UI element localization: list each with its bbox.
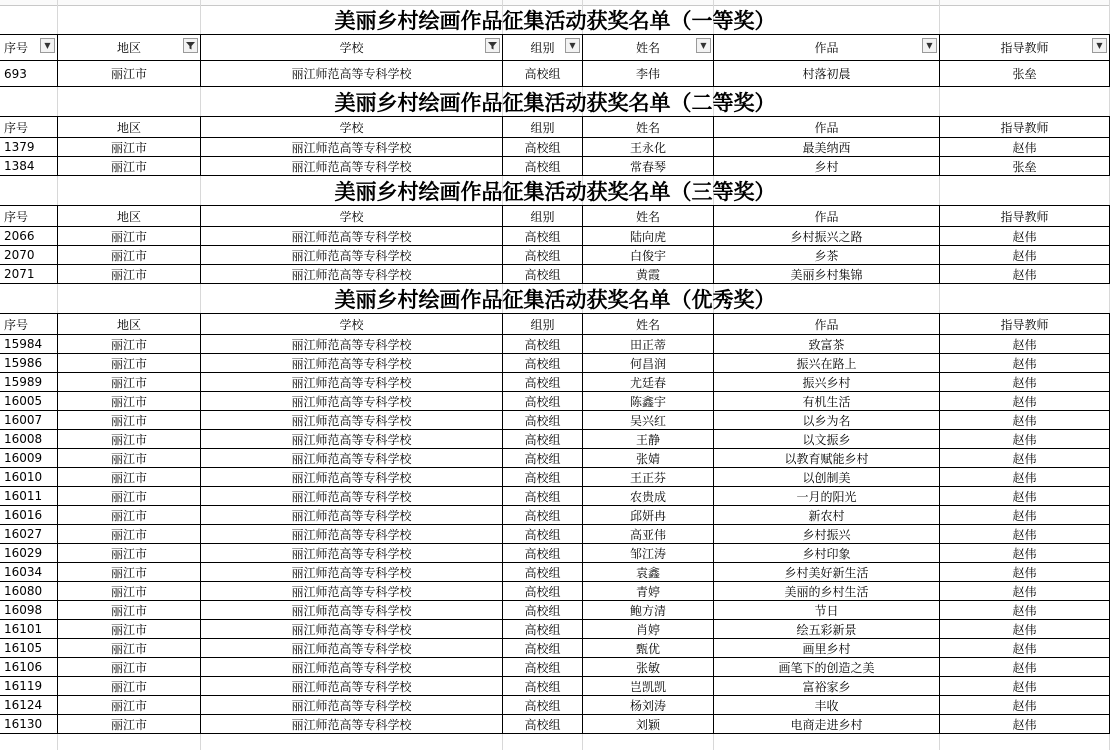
cell-index[interactable]: 1379: [0, 138, 58, 157]
cell-teacher[interactable]: 赵伟: [940, 525, 1110, 544]
cell-school[interactable]: 丽江师范高等专科学校: [201, 449, 503, 468]
cell-group[interactable]: 高校组: [503, 449, 583, 468]
cell-work[interactable]: 村落初晨: [714, 61, 940, 87]
cell-school[interactable]: 丽江师范高等专科学校: [201, 639, 503, 658]
column-header-label: 序号: [4, 120, 29, 135]
table-row[interactable]: [0, 468, 1110, 487]
dropdown-arrow-icon[interactable]: ▼: [565, 38, 580, 53]
cell-region[interactable]: 丽江市: [58, 544, 201, 563]
cell-region[interactable]: 丽江市: [58, 563, 201, 582]
table-row[interactable]: [0, 157, 1110, 176]
column-header-name: [583, 206, 714, 227]
cell-index[interactable]: 15989: [0, 373, 58, 392]
cell-teacher[interactable]: 赵伟: [940, 392, 1110, 411]
cell-teacher[interactable]: 赵伟: [940, 677, 1110, 696]
column-header-teacher: [940, 314, 1110, 335]
cell-index[interactable]: 16005: [0, 392, 58, 411]
cell-school[interactable]: 丽江师范高等专科学校: [201, 157, 503, 176]
cell-index[interactable]: 16101: [0, 620, 58, 639]
table-row[interactable]: [0, 449, 1110, 468]
cell-group[interactable]: 高校组: [503, 354, 583, 373]
cell-teacher[interactable]: 赵伟: [940, 373, 1110, 392]
cell-teacher[interactable]: 赵伟: [940, 544, 1110, 563]
column-header-label: 组别: [530, 120, 555, 135]
column-header-label: 作品: [814, 120, 839, 135]
cell-school[interactable]: 丽江师范高等专科学校: [201, 677, 503, 696]
cell-group[interactable]: 高校组: [503, 677, 583, 696]
column-header-index: [0, 117, 58, 138]
column-header-label: 学校: [339, 41, 364, 55]
cell-name[interactable]: 张敏: [583, 658, 714, 677]
cell-work[interactable]: 丰收: [714, 696, 940, 715]
cell-index[interactable]: 2071: [0, 265, 58, 284]
section-title: 美丽乡村绘画作品征集活动获奖名单（一等奖）: [0, 5, 1110, 35]
cell-school[interactable]: 丽江师范高等专科学校: [201, 696, 503, 715]
cell-name[interactable]: 白俊宇: [583, 246, 714, 265]
cell-teacher[interactable]: 张垒: [940, 61, 1110, 87]
cell-school[interactable]: 丽江师范高等专科学校: [201, 487, 503, 506]
column-header-work[interactable]: [714, 35, 940, 61]
cell-name[interactable]: 甄优: [583, 639, 714, 658]
cell-work[interactable]: 以教育赋能乡村: [714, 449, 940, 468]
cell-name[interactable]: 黄霞: [583, 265, 714, 284]
cell-group[interactable]: 高校组: [503, 487, 583, 506]
cell-name[interactable]: 青婷: [583, 582, 714, 601]
cell-group[interactable]: 高校组: [503, 157, 583, 176]
column-header-label: 指导教师: [1000, 120, 1049, 135]
cell-group[interactable]: 高校组: [503, 544, 583, 563]
table-row[interactable]: [0, 677, 1110, 696]
table-row[interactable]: [0, 61, 1110, 87]
cell-work[interactable]: 以创制美: [714, 468, 940, 487]
column-header-name: [583, 117, 714, 138]
cell-work[interactable]: 美丽乡村集锦: [714, 265, 940, 284]
column-header-school: [201, 117, 503, 138]
cell-name[interactable]: 袁鑫: [583, 563, 714, 582]
cell-group[interactable]: 高校组: [503, 620, 583, 639]
cell-work[interactable]: 最美纳西: [714, 138, 940, 157]
cell-index[interactable]: 16007: [0, 411, 58, 430]
cell-index[interactable]: 16009: [0, 449, 58, 468]
table-row[interactable]: [0, 138, 1110, 157]
table-row[interactable]: [0, 582, 1110, 601]
cell-school[interactable]: 丽江师范高等专科学校: [201, 246, 503, 265]
cell-teacher[interactable]: 赵伟: [940, 658, 1110, 677]
table-row[interactable]: [0, 430, 1110, 449]
table-row[interactable]: [0, 601, 1110, 620]
cell-group[interactable]: 高校组: [503, 696, 583, 715]
cell-name[interactable]: 陈鑫宇: [583, 392, 714, 411]
column-header-label: 学校: [339, 209, 364, 224]
cell-region[interactable]: 丽江市: [58, 373, 201, 392]
table-row[interactable]: [0, 563, 1110, 582]
cell-school[interactable]: 丽江师范高等专科学校: [201, 563, 503, 582]
cell-work[interactable]: 以文振乡: [714, 430, 940, 449]
cell-teacher[interactable]: 赵伟: [940, 487, 1110, 506]
cell-region[interactable]: 丽江市: [58, 227, 201, 246]
cell-school[interactable]: 丽江师范高等专科学校: [201, 227, 503, 246]
column-header-group: [503, 206, 583, 227]
cell-teacher[interactable]: 赵伟: [940, 265, 1110, 284]
column-header-teacher: [940, 206, 1110, 227]
cell-group[interactable]: 高校组: [503, 430, 583, 449]
cell-region[interactable]: 丽江市: [58, 392, 201, 411]
cell-index[interactable]: 693: [0, 61, 58, 87]
cell-index[interactable]: 16034: [0, 563, 58, 582]
column-header-school: [201, 314, 503, 335]
cell-teacher[interactable]: 赵伟: [940, 449, 1110, 468]
cell-group[interactable]: 高校组: [503, 658, 583, 677]
cell-name[interactable]: 王正芬: [583, 468, 714, 487]
cell-name[interactable]: 肖婷: [583, 620, 714, 639]
column-header-label: 地区: [116, 317, 141, 332]
cell-group[interactable]: 高校组: [503, 61, 583, 87]
cell-index[interactable]: 1384: [0, 157, 58, 176]
cell-work[interactable]: 乡村印象: [714, 544, 940, 563]
table-row[interactable]: [0, 544, 1110, 563]
cell-name[interactable]: 杨刘涛: [583, 696, 714, 715]
cell-index[interactable]: 16130: [0, 715, 58, 734]
table-row[interactable]: [0, 373, 1110, 392]
cell-teacher[interactable]: 赵伟: [940, 138, 1110, 157]
table-row[interactable]: [0, 506, 1110, 525]
cell-name[interactable]: 尤廷春: [583, 373, 714, 392]
column-header-work: [714, 206, 940, 227]
cell-index[interactable]: 16098: [0, 601, 58, 620]
cell-group[interactable]: 高校组: [503, 373, 583, 392]
table-row[interactable]: [0, 335, 1110, 354]
table-row[interactable]: [0, 715, 1110, 734]
cell-name[interactable]: 常春琴: [583, 157, 714, 176]
table-row[interactable]: [0, 246, 1110, 265]
cell-region[interactable]: 丽江市: [58, 265, 201, 284]
filter-funnel-icon[interactable]: [183, 38, 198, 53]
column-header-label: 序号: [4, 317, 29, 332]
cell-work[interactable]: 乡茶: [714, 246, 940, 265]
column-header-label: 地区: [116, 41, 141, 55]
column-header-teacher: [940, 117, 1110, 138]
section-title: 美丽乡村绘画作品征集活动获奖名单（优秀奖）: [0, 284, 1110, 314]
cell-work[interactable]: 致富茶: [714, 335, 940, 354]
column-header-work: [714, 314, 940, 335]
column-header-region: [58, 206, 201, 227]
cell-region[interactable]: 丽江市: [58, 449, 201, 468]
column-header-label: 序号: [4, 41, 29, 55]
cell-index[interactable]: 15984: [0, 335, 58, 354]
filter-funnel-icon[interactable]: [485, 38, 500, 53]
cell-teacher[interactable]: 赵伟: [940, 411, 1110, 430]
cell-teacher[interactable]: 赵伟: [940, 563, 1110, 582]
section-title: 美丽乡村绘画作品征集活动获奖名单（二等奖）: [0, 87, 1110, 117]
cell-region[interactable]: 丽江市: [58, 525, 201, 544]
cell-school[interactable]: 丽江师范高等专科学校: [201, 411, 503, 430]
cell-work[interactable]: 富裕家乡: [714, 677, 940, 696]
dropdown-arrow-icon[interactable]: ▼: [922, 38, 937, 53]
cell-name[interactable]: 农贵成: [583, 487, 714, 506]
cell-region[interactable]: 丽江市: [58, 677, 201, 696]
cell-group[interactable]: 高校组: [503, 525, 583, 544]
cell-region[interactable]: 丽江市: [58, 601, 201, 620]
cell-name[interactable]: 岂凯凯: [583, 677, 714, 696]
column-header-label: 学校: [339, 317, 364, 332]
column-header-label: 地区: [116, 120, 141, 135]
cell-work[interactable]: 电商走进乡村: [714, 715, 940, 734]
cell-school[interactable]: 丽江师范高等专科学校: [201, 392, 503, 411]
cell-teacher[interactable]: 赵伟: [940, 582, 1110, 601]
cell-index[interactable]: 16080: [0, 582, 58, 601]
table-row[interactable]: [0, 696, 1110, 715]
column-header-label: 指导教师: [1000, 41, 1049, 55]
cell-index[interactable]: 16010: [0, 468, 58, 487]
cell-teacher[interactable]: 赵伟: [940, 430, 1110, 449]
cell-work[interactable]: 节日: [714, 601, 940, 620]
cell-teacher[interactable]: 赵伟: [940, 601, 1110, 620]
cell-group[interactable]: 高校组: [503, 468, 583, 487]
column-header-label: 地区: [116, 209, 141, 224]
cell-work[interactable]: 有机生活: [714, 392, 940, 411]
column-header-label: 指导教师: [1000, 209, 1049, 224]
column-header-label: 作品: [814, 209, 839, 224]
column-header-region[interactable]: [58, 35, 201, 61]
cell-region[interactable]: 丽江市: [58, 138, 201, 157]
column-header-index[interactable]: [0, 35, 58, 61]
cell-teacher[interactable]: 赵伟: [940, 468, 1110, 487]
cell-teacher[interactable]: 赵伟: [940, 715, 1110, 734]
cell-teacher[interactable]: 赵伟: [940, 506, 1110, 525]
table-row[interactable]: [0, 392, 1110, 411]
cell-school[interactable]: 丽江师范高等专科学校: [201, 335, 503, 354]
cell-work[interactable]: 乡村振兴: [714, 525, 940, 544]
column-header-label: 组别: [530, 41, 555, 55]
column-header-work: [714, 117, 940, 138]
cell-index[interactable]: 16027: [0, 525, 58, 544]
table-header-row: [0, 206, 1110, 227]
column-header-index: [0, 314, 58, 335]
table-header-row: [0, 117, 1110, 138]
column-header-label: 指导教师: [1000, 317, 1049, 332]
cell-index[interactable]: 2070: [0, 246, 58, 265]
cell-teacher[interactable]: 赵伟: [940, 696, 1110, 715]
column-header-label: 姓名: [635, 120, 660, 135]
cell-region[interactable]: 丽江市: [58, 715, 201, 734]
cell-school[interactable]: 丽江师范高等专科学校: [201, 61, 503, 87]
cell-index[interactable]: 2066: [0, 227, 58, 246]
cell-index[interactable]: 16119: [0, 677, 58, 696]
table-header-row: [0, 314, 1110, 335]
table-row[interactable]: [0, 639, 1110, 658]
cell-region[interactable]: 丽江市: [58, 487, 201, 506]
cell-group[interactable]: 高校组: [503, 506, 583, 525]
cell-group[interactable]: 高校组: [503, 563, 583, 582]
cell-index[interactable]: 16008: [0, 430, 58, 449]
cell-work[interactable]: 乡村: [714, 157, 940, 176]
table-row[interactable]: [0, 658, 1110, 677]
table-row[interactable]: [0, 487, 1110, 506]
column-header-label: 组别: [530, 209, 555, 224]
cell-group[interactable]: 高校组: [503, 138, 583, 157]
cell-school[interactable]: 丽江师范高等专科学校: [201, 430, 503, 449]
cell-teacher[interactable]: 赵伟: [940, 335, 1110, 354]
cell-school[interactable]: 丽江师范高等专科学校: [201, 658, 503, 677]
cell-name[interactable]: 何昌润: [583, 354, 714, 373]
cell-name[interactable]: 吴兴红: [583, 411, 714, 430]
cell-group[interactable]: 高校组: [503, 227, 583, 246]
cell-region[interactable]: 丽江市: [58, 639, 201, 658]
cell-index[interactable]: 16105: [0, 639, 58, 658]
cell-teacher[interactable]: 赵伟: [940, 354, 1110, 373]
column-header-group: [503, 117, 583, 138]
cell-name[interactable]: 邹江涛: [583, 544, 714, 563]
cell-work[interactable]: 美丽的乡村生活: [714, 582, 940, 601]
cell-work[interactable]: 新农村: [714, 506, 940, 525]
cell-teacher[interactable]: 赵伟: [940, 246, 1110, 265]
cell-school[interactable]: 丽江师范高等专科学校: [201, 468, 503, 487]
cell-region[interactable]: 丽江市: [58, 61, 201, 87]
cell-region[interactable]: 丽江市: [58, 620, 201, 639]
section-title: 美丽乡村绘画作品征集活动获奖名单（三等奖）: [0, 176, 1110, 206]
cell-work[interactable]: 画笔下的创造之美: [714, 658, 940, 677]
cell-name[interactable]: 邱妍冉: [583, 506, 714, 525]
dropdown-arrow-icon[interactable]: ▼: [696, 38, 711, 53]
column-header-group: [503, 314, 583, 335]
cell-work[interactable]: 乡村振兴之路: [714, 227, 940, 246]
cell-region[interactable]: 丽江市: [58, 411, 201, 430]
cell-work[interactable]: 振兴乡村: [714, 373, 940, 392]
cell-region[interactable]: 丽江市: [58, 506, 201, 525]
column-header-label: 作品: [814, 317, 839, 332]
table-header-row: [0, 35, 1110, 61]
cell-school[interactable]: 丽江师范高等专科学校: [201, 620, 503, 639]
cell-school[interactable]: 丽江师范高等专科学校: [201, 138, 503, 157]
table-row[interactable]: [0, 354, 1110, 373]
cell-region[interactable]: 丽江市: [58, 246, 201, 265]
column-header-name: [583, 314, 714, 335]
column-header-school[interactable]: [201, 35, 503, 61]
cell-school[interactable]: 丽江师范高等专科学校: [201, 265, 503, 284]
cell-work[interactable]: 绘五彩新景: [714, 620, 940, 639]
column-header-label: 组别: [530, 317, 555, 332]
column-header-label: 序号: [4, 209, 29, 224]
cell-index[interactable]: 16016: [0, 506, 58, 525]
column-header-school: [201, 206, 503, 227]
table-row[interactable]: [0, 265, 1110, 284]
cell-region[interactable]: 丽江市: [58, 335, 201, 354]
cell-work[interactable]: 乡村美好新生活: [714, 563, 940, 582]
cell-name[interactable]: 张婧: [583, 449, 714, 468]
column-header-label: 学校: [339, 120, 364, 135]
cell-name[interactable]: 李伟: [583, 61, 714, 87]
cell-work[interactable]: 一月的阳光: [714, 487, 940, 506]
dropdown-arrow-icon[interactable]: ▼: [40, 38, 55, 53]
cell-name[interactable]: 陆向虎: [583, 227, 714, 246]
table-row[interactable]: [0, 411, 1110, 430]
cell-index[interactable]: 16029: [0, 544, 58, 563]
cell-school[interactable]: 丽江师范高等专科学校: [201, 525, 503, 544]
cell-teacher[interactable]: 赵伟: [940, 227, 1110, 246]
cell-index[interactable]: 16124: [0, 696, 58, 715]
column-header-label: 姓名: [635, 41, 660, 55]
cell-school[interactable]: 丽江师范高等专科学校: [201, 715, 503, 734]
cell-group[interactable]: 高校组: [503, 246, 583, 265]
cell-region[interactable]: 丽江市: [58, 582, 201, 601]
cell-name[interactable]: 王静: [583, 430, 714, 449]
cell-group[interactable]: 高校组: [503, 715, 583, 734]
column-header-group[interactable]: [503, 35, 583, 61]
cell-region[interactable]: 丽江市: [58, 430, 201, 449]
cell-group[interactable]: 高校组: [503, 582, 583, 601]
cell-work[interactable]: 振兴在路上: [714, 354, 940, 373]
column-header-region: [58, 117, 201, 138]
cell-work[interactable]: 以乡为名: [714, 411, 940, 430]
cell-school[interactable]: 丽江师范高等专科学校: [201, 601, 503, 620]
cell-index[interactable]: 16106: [0, 658, 58, 677]
column-header-teacher[interactable]: [940, 35, 1110, 61]
cell-group[interactable]: 高校组: [503, 335, 583, 354]
cell-name[interactable]: 田正蒂: [583, 335, 714, 354]
cell-teacher[interactable]: 赵伟: [940, 620, 1110, 639]
cell-region[interactable]: 丽江市: [58, 354, 201, 373]
cell-school[interactable]: 丽江师范高等专科学校: [201, 354, 503, 373]
cell-region[interactable]: 丽江市: [58, 696, 201, 715]
cell-name[interactable]: 高亚伟: [583, 525, 714, 544]
cell-school[interactable]: 丽江师范高等专科学校: [201, 373, 503, 392]
column-header-label: 作品: [814, 41, 839, 55]
cell-work[interactable]: 画里乡村: [714, 639, 940, 658]
cell-group[interactable]: 高校组: [503, 411, 583, 430]
cell-index[interactable]: 16011: [0, 487, 58, 506]
column-header-name[interactable]: [583, 35, 714, 61]
cell-group[interactable]: 高校组: [503, 601, 583, 620]
cell-teacher[interactable]: 赵伟: [940, 639, 1110, 658]
table-row[interactable]: [0, 525, 1110, 544]
cell-school[interactable]: 丽江师范高等专科学校: [201, 544, 503, 563]
column-header-index: [0, 206, 58, 227]
cell-group[interactable]: 高校组: [503, 265, 583, 284]
column-header-region: [58, 314, 201, 335]
column-header-label: 姓名: [635, 209, 660, 224]
dropdown-arrow-icon[interactable]: ▼: [1092, 38, 1107, 53]
table-row[interactable]: [0, 227, 1110, 246]
cell-region[interactable]: 丽江市: [58, 658, 201, 677]
cell-group[interactable]: 高校组: [503, 392, 583, 411]
table-row[interactable]: [0, 620, 1110, 639]
cell-school[interactable]: 丽江师范高等专科学校: [201, 506, 503, 525]
cell-name[interactable]: 鲍方清: [583, 601, 714, 620]
cell-index[interactable]: 15986: [0, 354, 58, 373]
cell-group[interactable]: 高校组: [503, 639, 583, 658]
cell-name[interactable]: 刘颖: [583, 715, 714, 734]
cell-region[interactable]: 丽江市: [58, 157, 201, 176]
cell-school[interactable]: 丽江师范高等专科学校: [201, 582, 503, 601]
column-header-label: 姓名: [635, 317, 660, 332]
cell-region[interactable]: 丽江市: [58, 468, 201, 487]
cell-teacher[interactable]: 张垒: [940, 157, 1110, 176]
cell-name[interactable]: 王永化: [583, 138, 714, 157]
